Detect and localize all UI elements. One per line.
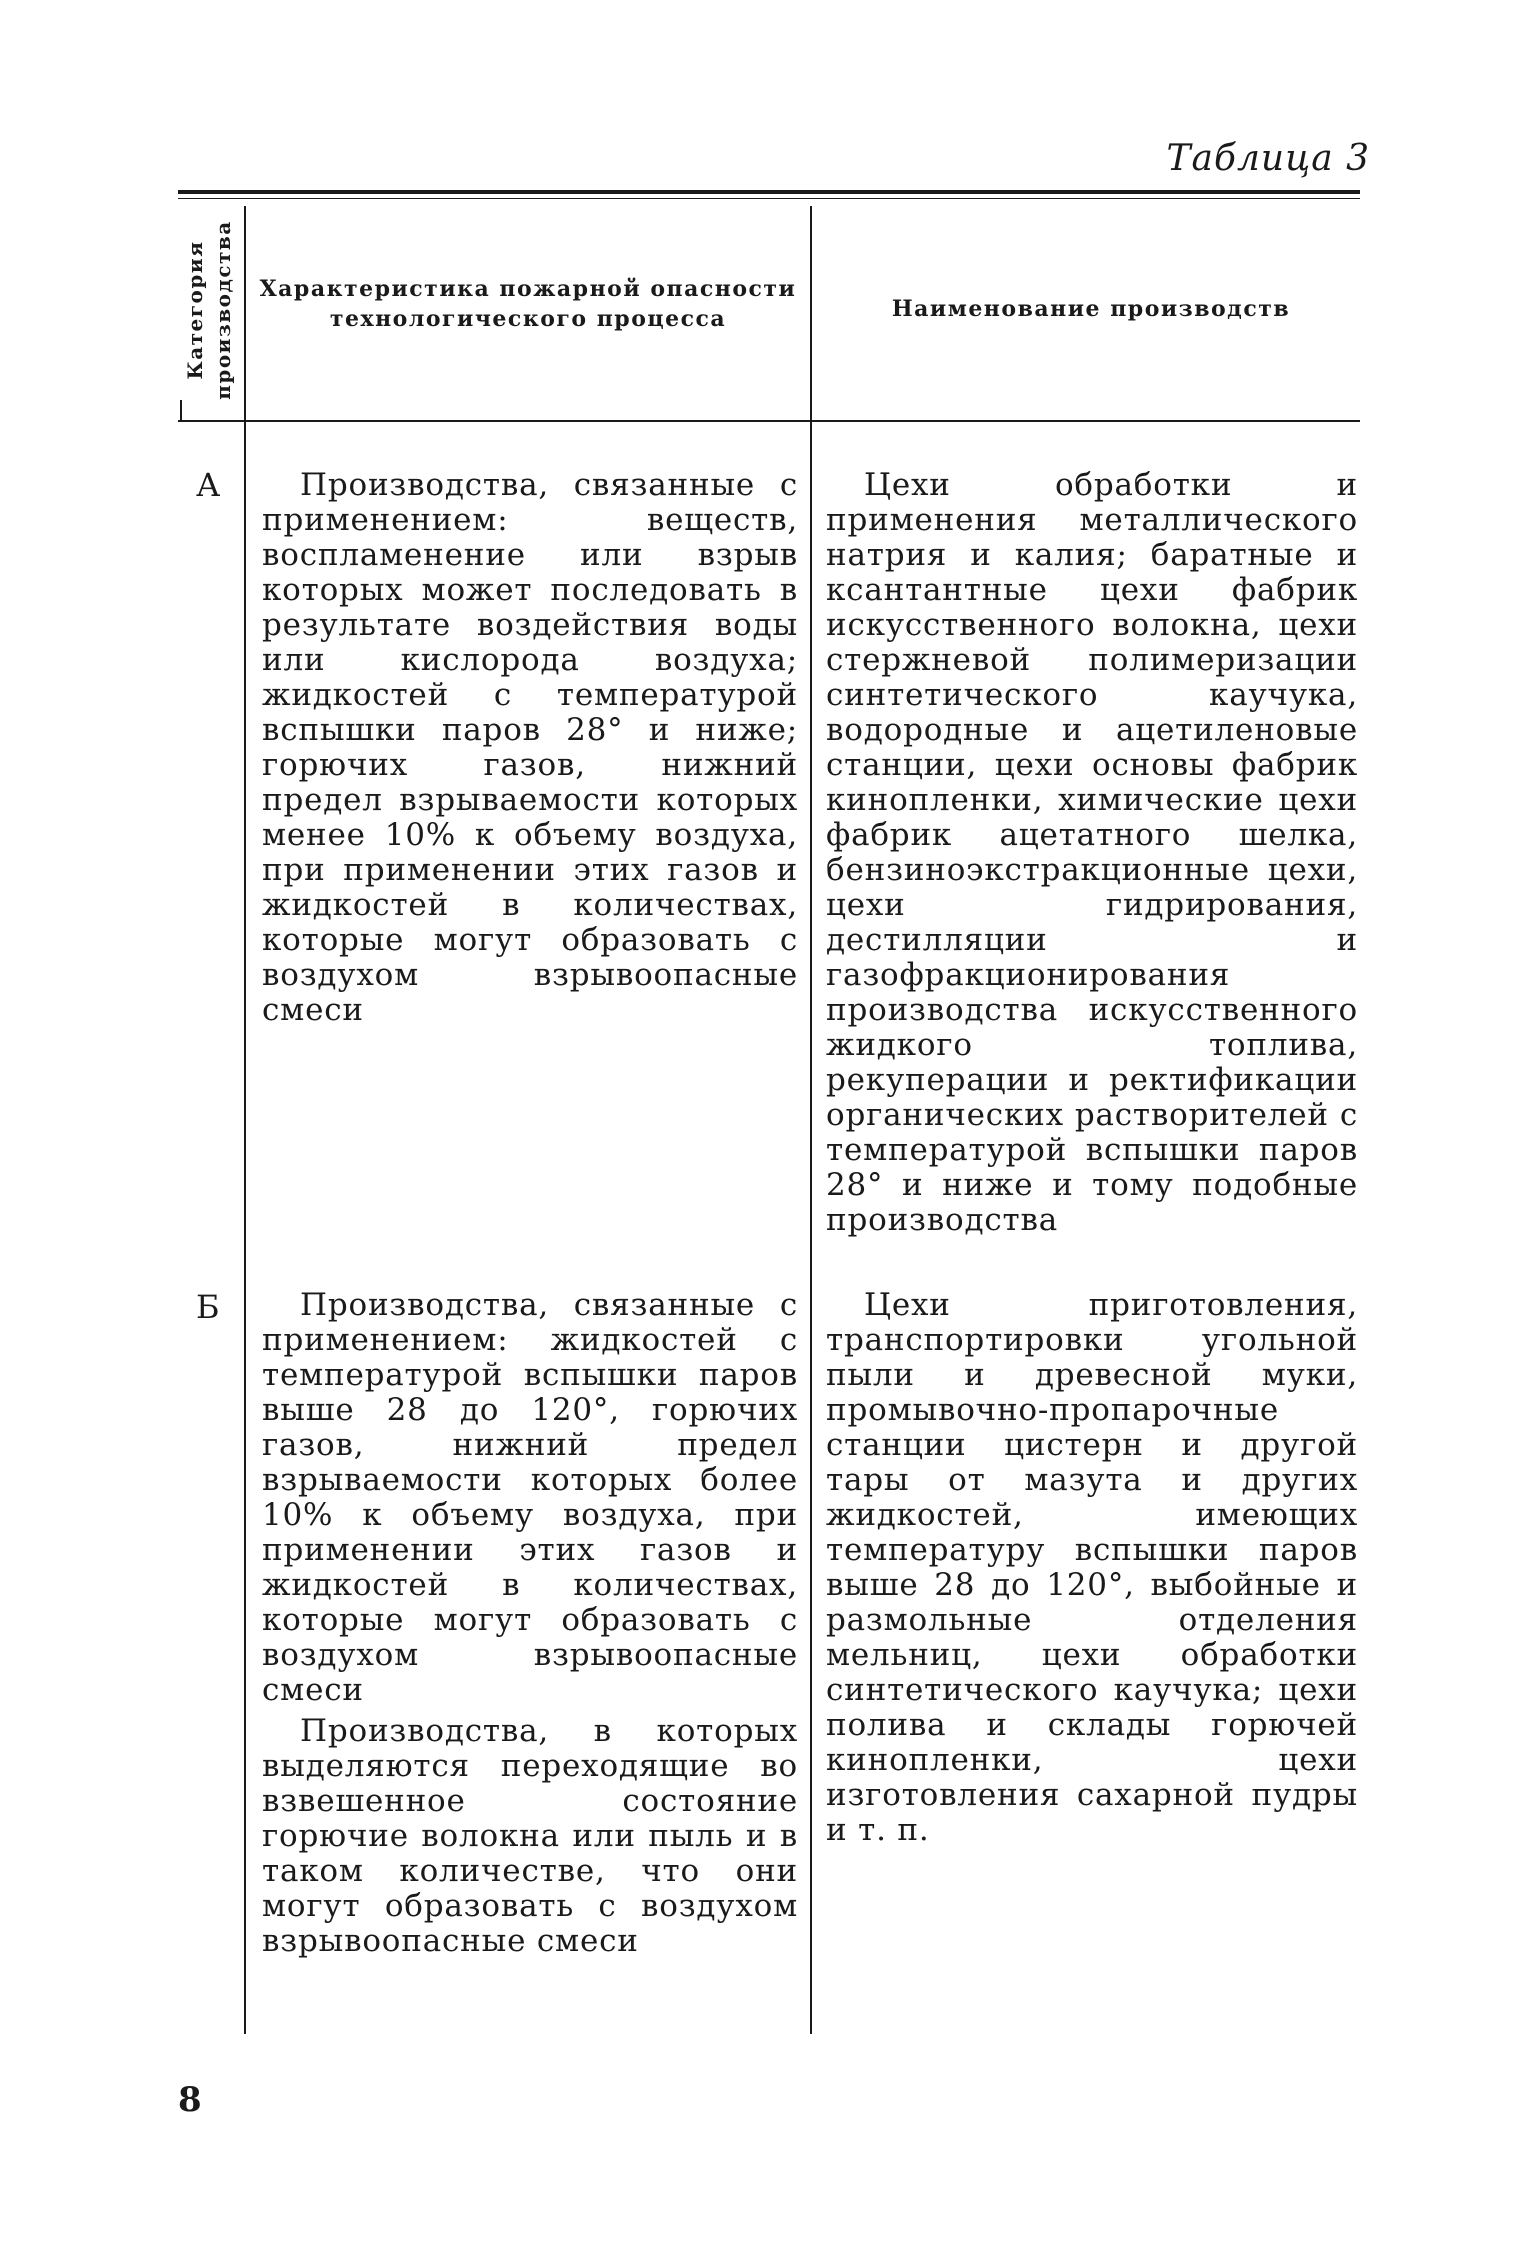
row-a-characteristic (262, 468, 798, 1028)
top-rule (178, 190, 1360, 194)
header-category (176, 206, 242, 414)
header-category-label: Категория производства (183, 220, 235, 400)
row-a-category: А (196, 466, 221, 504)
header-production-name: Наименование производств (891, 296, 1291, 322)
row-b-characteristic-text-1: Производства, связанные с применением: жидкостей с температурой вспышки паров выше 28 до 120°, горючих газов, нижний предел взрываемости которых более 10% к объему воздуха, при применении этих газов и жидкостей в количествах, которые могут образовать с воздухом взрывоопасные смеси (262, 1287, 798, 1708)
column-divider-2 (810, 206, 812, 2034)
row-a-production-name-text: Цехи обработки и применения металлического натрия и калия; баратные и ксантантные цехи фабрик искусственного волокна, цехи стержневой полимеризации синтетического каучука, водородные и ацетиленовые станции, цехи основы фабрик кинопленки, химические цехи фабрик ацетатного шелка, бензиноэкстракционные цехи, цехи гидрирования, дестилляции и газофракционирования производства искусственного жидкого топлива, рекуперации и ректификации органических растворителей с температурой вспышки паров 28° и ниже и тому подобные производства (826, 467, 1358, 1238)
row-a-characteristic-text: Производства, связанные с применением: веществ, воспламенение или взрыв которых может последовать в результате воздействия воды или кислорода воздуха; жидкостей с температурой вспышки паров 28° и ниже; горючих газов, нижний предел взрываемости которых менее 10% к объему воздуха, при применении этих газов и жидкостей в количествах, которые могут образовать с воздухом взрывоопасные смеси (262, 467, 798, 1028)
row-b-production-name (826, 1288, 1358, 1848)
row-b-production-name-text: Цехи приготовления, транспортировки угольной пыли и древесной муки, промывочно-пропарочные станции цистерн и другой тары от мазута и других жидкостей, имеющих температуру вспышки паров выше 28 до 120°, выбойные и размольные отделения мельниц, цехи обработки синтетического каучука; цехи полива и склады горючей кинопленки, цехи изготовления сахарной пудры и т. п. (826, 1287, 1358, 1848)
row-b-characteristic-text-2: Производства, в которых выделяются переходящие во взвешенное состояние горючие волокна или пыль и в таком количестве, что они могут образовать с воздухом взрывоопасные смеси (262, 1713, 798, 1959)
row-b-category: Б (196, 1288, 220, 1326)
top-rule-thin (178, 198, 1360, 199)
column-divider-1 (244, 206, 246, 2034)
row-b-characteristic (262, 1288, 798, 1959)
header-rule (178, 420, 1360, 422)
header-characteristic: Характеристика пожарной опасности технологического процесса (259, 276, 797, 332)
page-number: 8 (178, 2080, 202, 2120)
table-caption: Таблица 3 (1166, 138, 1370, 179)
row-a-production-name (826, 468, 1358, 1238)
